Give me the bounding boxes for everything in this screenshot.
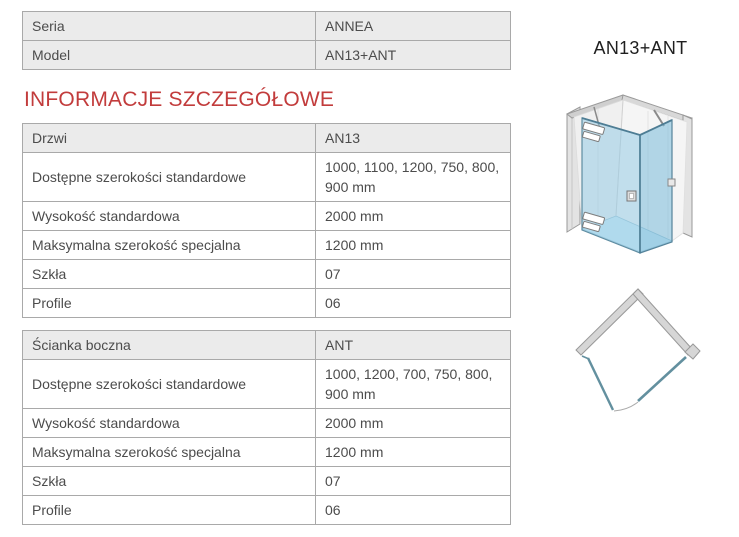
row-label: Dostępne szerokości standardowe [23, 360, 316, 409]
table-row [23, 12, 511, 41]
table-row [23, 496, 511, 525]
wall-clamp [668, 179, 675, 186]
spec-content [22, 11, 511, 525]
table-row [23, 360, 511, 409]
door-table-model: AN13 [316, 124, 511, 153]
table-header-row [23, 331, 511, 360]
row-value: 2000 mm [316, 409, 511, 438]
side-wall-table-title: Ścianka boczna [23, 331, 316, 360]
row-label: Wysokość standardowa [23, 202, 316, 231]
open-door-line [588, 358, 613, 410]
row-label: Wysokość standardowa [23, 409, 316, 438]
table-row [23, 153, 511, 202]
table-row [23, 438, 511, 467]
door-swing-arc [614, 402, 638, 411]
door-spec-table [22, 123, 511, 318]
side-panel-glass [640, 120, 672, 253]
row-value: 1200 mm [316, 438, 511, 467]
row-value: 1000, 1200, 700, 750, 800, 900 mm [316, 360, 511, 409]
table-row [23, 409, 511, 438]
door-handle [627, 191, 636, 201]
walls-top-view [576, 289, 700, 359]
side-wall-table-model: ANT [316, 331, 511, 360]
product-top-view-drawing [575, 286, 720, 416]
summary-value-seria: ANNEA [316, 12, 511, 41]
row-value: 2000 mm [316, 202, 511, 231]
side-panel-line [638, 357, 686, 401]
row-label: Szkła [23, 260, 316, 289]
table-header-row [23, 124, 511, 153]
door-table-title: Drzwi [23, 124, 316, 153]
row-label: Maksymalna szerokość specjalna [23, 438, 316, 467]
row-label: Dostępne szerokości standardowe [23, 153, 316, 202]
spacer [22, 318, 511, 330]
row-value: 06 [316, 289, 511, 318]
summary-label-seria: Seria [23, 12, 316, 41]
table-row [23, 289, 511, 318]
row-label: Maksymalna szerokość specjalna [23, 231, 316, 260]
product-3d-drawing [558, 86, 708, 266]
row-value: 06 [316, 496, 511, 525]
product-model-title: AN13+ANT [593, 38, 688, 58]
row-value: 07 [316, 467, 511, 496]
row-label: Profile [23, 289, 316, 318]
section-heading: INFORMACJE SZCZEGÓŁOWE [24, 88, 335, 111]
row-value: 07 [316, 260, 511, 289]
table-row [23, 202, 511, 231]
row-value: 1000, 1100, 1200, 750, 800, 900 mm [316, 153, 511, 202]
summary-label-model: Model [23, 41, 316, 70]
table-row [23, 231, 511, 260]
glass-top-view [582, 356, 686, 411]
row-label: Szkła [23, 467, 316, 496]
table-row [23, 467, 511, 496]
row-label: Profile [23, 496, 316, 525]
table-row [23, 260, 511, 289]
row-value: 1200 mm [316, 231, 511, 260]
side-wall-spec-table [22, 330, 511, 525]
summary-value-model: AN13+ANT [316, 41, 511, 70]
table-row [23, 41, 511, 70]
summary-table [22, 11, 511, 70]
